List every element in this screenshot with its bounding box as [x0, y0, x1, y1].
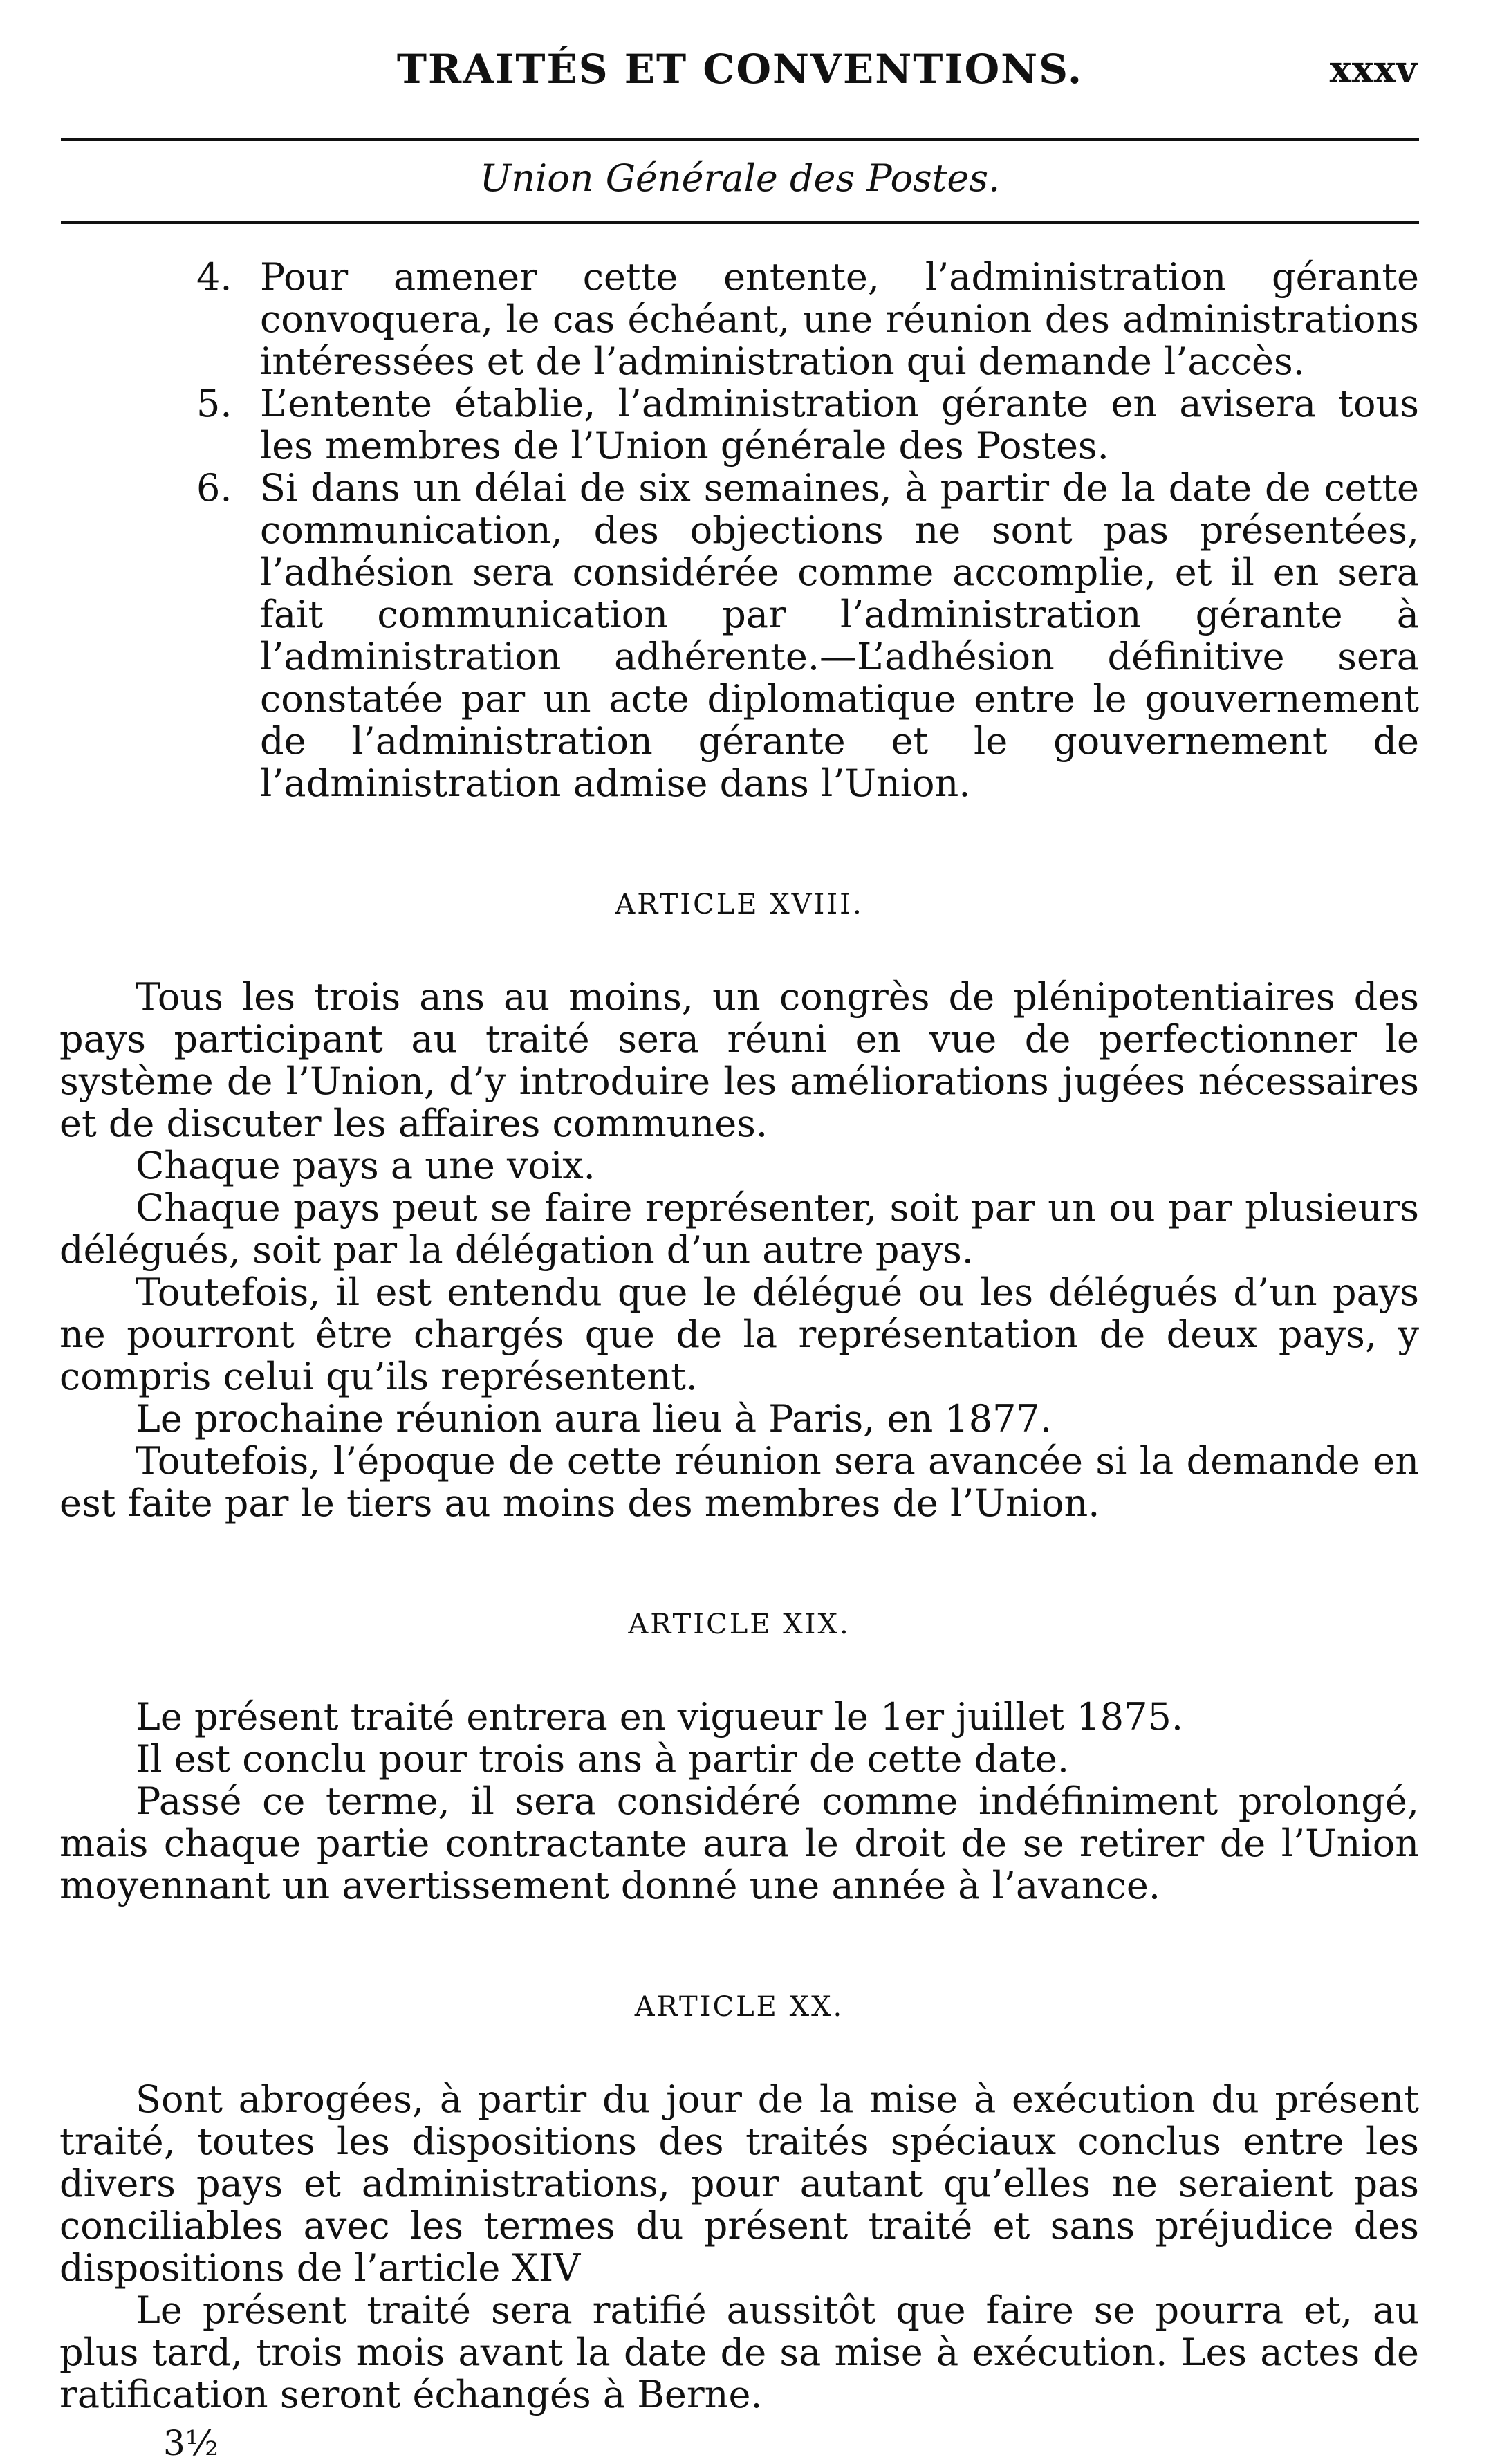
list-item-number: 5. [196, 382, 232, 425]
list-item-text: Pour amener cette entente, l’administration gérante convoquera, le cas échéant, une réunion des administrations intéressées et de l’administration qui demande l’accès. [260, 255, 1419, 383]
list-item [59, 382, 1419, 467]
list-item [59, 467, 1419, 804]
paragraph: Toutefois, l’époque de cette réunion sera avancée si la demande en est faite par le tiers au moins des membres de l’Union. [59, 1439, 1419, 1525]
paragraph: Toutefois, il est entendu que le délégué ou les délégués d’un pays ne pourront être chargés que de la représentation de deux pays, y compris celui qu’ils représentent. [59, 1270, 1419, 1398]
page-header [62, 46, 1418, 94]
paragraph: Passé ce terme, il sera considéré comme indéfiniment prolongé, mais chaque partie contractante aura le droit de se retirer de l’Union moyennant un avertissement donné une année à l’avance. [59, 1779, 1419, 1907]
article-heading: ARTICLE XX. [634, 1991, 844, 2023]
section-subtitle: Union Générale des Postes. [479, 156, 1001, 200]
paragraph: Il est conclu pour trois ans à partir de cette date. [136, 1737, 1070, 1781]
list-item-text: L’entente établie, l’administration gérante en avisera tous les membres de l’Union générale des Postes. [260, 382, 1419, 467]
page-number: xxxv [1329, 48, 1418, 91]
paragraph: Tous les trois ans au moins, un congrès de plénipotentiaires des pays participant au traité sera réuni en vue de perfectionner le système de l’Union, d’y introduire les améliorations jugées nécessaires et de discuter les affaires communes. [59, 975, 1419, 1145]
body-text [59, 256, 1419, 2464]
paragraph: Le prochaine réunion aura lieu à Paris, en 1877. [136, 1397, 1052, 1441]
signature-mark: 3½ [163, 2423, 219, 2463]
paragraph: Sont abrogées, à partir du jour de la mise à exécution du présent traité, toutes les dispositions des traités spéciaux conclus entre les divers pays et administrations, pour autant qu’elles ne seraient pas conciliables avec les termes du présent traité et sans préjudice des dispositions de l’article XIV [59, 2077, 1419, 2290]
list-item-number: 4. [196, 255, 232, 299]
list-item-number: 6. [196, 466, 232, 510]
paragraph: Le présent traité entrera en vigueur le 1er juillet 1875. [136, 1695, 1183, 1739]
list-item [59, 256, 1419, 382]
list-item-text: Si dans un délai de six semaines, à partir de la date de cette communication, des objections ne sont pas présentées, l’adhésion sera considérée comme accomplie, et il en sera fait communication par l’administration gérante à l’administration adhérente.—L’adhésion définitive sera constatée par un acte diplomatique entre le gouvernement de l’administration gérante et le gouvernement de l’administration admise dans l’Union. [260, 466, 1419, 805]
running-title: TRAITÉS ET CONVENTIONS. [396, 46, 1084, 93]
paragraph: Le présent traité sera ratifié aussitôt que faire se pourra et, au plus tard, trois mois avant la date de sa mise à exécution. Les actes de ratification seront échangés à Berne. [59, 2288, 1419, 2416]
article-heading: ARTICLE XVIII. [615, 889, 864, 920]
article-heading: ARTICLE XIX. [628, 1609, 851, 1640]
paragraph: Chaque pays peut se faire représenter, soit par un ou par plusieurs délégués, soit par la délégation d’un autre pays. [59, 1186, 1419, 1272]
paragraph: Chaque pays a une voix. [136, 1144, 595, 1187]
header-rule-top [61, 138, 1419, 141]
header-rule-bottom [61, 221, 1419, 224]
